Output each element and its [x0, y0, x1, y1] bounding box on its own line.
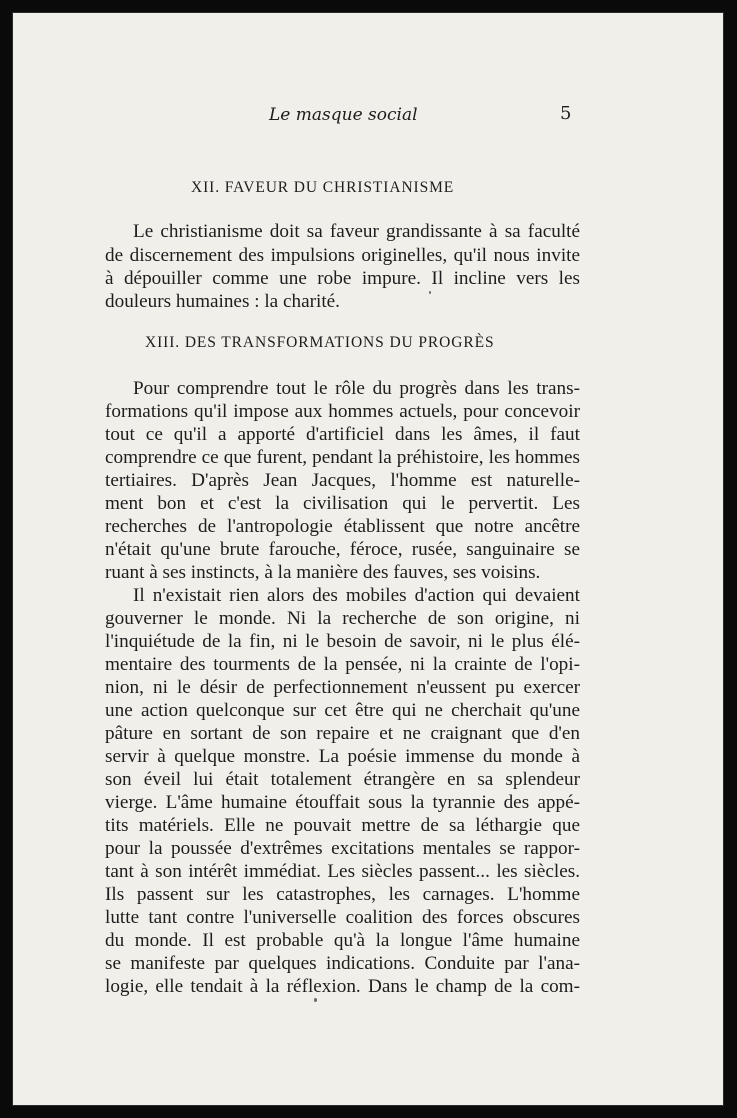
- paragraph-line: gouverner le monde. Ni la recherche de son origine, ni: [105, 608, 580, 629]
- paragraph-line: Pour comprendre tout le rôle du progrès dans les trans-: [133, 378, 580, 399]
- paragraph-line: Il n'existait rien alors des mobiles d'action qui devaient: [133, 585, 580, 606]
- paragraph-line: n'était qu'une brute farouche, féroce, rusée, sanguinaire se: [105, 539, 580, 560]
- paragraph-line: servir à quelque monstre. La poésie immense du monde à: [105, 746, 580, 767]
- paragraph-line: mentaire des tourments de la pensée, ni la crainte de l'opi-: [105, 654, 580, 675]
- paragraph-line: ruant à ses instincts, à la manière des fauves, ses voisins.: [105, 562, 541, 583]
- paragraph-line: vierge. L'âme humaine étouffait sous la tyrannie des appé-: [105, 792, 580, 813]
- paragraph-line: ment bon et c'est la civilisation qui le pervertit. Les: [105, 493, 580, 514]
- print-speck: [429, 291, 431, 294]
- paragraph-line: se manifeste par quelques indications. Conduite par l'ana-: [105, 953, 580, 974]
- paragraph-line: de discernement des impulsions originelles, qu'il nous invite: [105, 245, 580, 266]
- paragraph-line: l'inquiétude de la fin, ni le besoin de savoir, ni le plus élé-: [105, 631, 580, 652]
- paragraph-line: une action quelconque sur cet être qui ne cherchait qu'une: [105, 700, 580, 721]
- paragraph-line: Le christianisme doit sa faveur grandissante à sa faculté: [133, 221, 580, 242]
- paragraph-line: lutte tant contre l'universelle coalition des forces obscures: [105, 907, 580, 928]
- paragraph-line: tits matériels. Elle ne pouvait mettre de sa léthargie que: [105, 815, 580, 836]
- paragraph-line: tertiaires. D'après Jean Jacques, l'homme est naturelle-: [105, 470, 580, 491]
- paragraph-line: tout ce qu'il a apporté d'artificiel dans les âmes, il faut: [105, 424, 580, 445]
- paragraph-line: douleurs humaines : la charité.: [105, 291, 340, 312]
- paragraph-line: recherches de l'antropologie établissent que notre ancêtre: [105, 516, 580, 537]
- section-heading-xii: XII. FAVEUR DU CHRISTIANISME: [191, 179, 455, 196]
- paragraph-line: comprendre ce que furent, pendant la préhistoire, les hommes: [105, 447, 580, 468]
- paragraph-line: pâture en sortant de son repaire et ne craignant que d'en: [105, 723, 580, 744]
- paragraph-line: tant à son intérêt immédiat. Les siècles passent... les siècles.: [105, 861, 580, 882]
- paragraph-line: à dépouiller comme une robe impure. Il incline vers les: [105, 268, 580, 289]
- page-number: 5: [560, 103, 572, 124]
- print-speck: [314, 998, 317, 1002]
- paragraph-line: son éveil lui était totalement étrangère en sa splendeur: [105, 769, 580, 790]
- paragraph-line: logie, elle tendait à la réflexion. Dans le champ de la com-: [105, 976, 580, 997]
- paragraph-line: pour la poussée d'extrêmes excitations mentales se rappor-: [105, 838, 580, 859]
- paragraph-line: nion, ni le désir de perfectionnement n'eussent pu exercer: [105, 677, 580, 698]
- paragraph-line: formations qu'il impose aux hommes actuels, pour concevoir: [105, 401, 580, 422]
- section-heading-xiii: XIII. DES TRANSFORMATIONS DU PROGRÈS: [145, 334, 495, 351]
- paragraph-line: Ils passent sur les catastrophes, les carnages. L'homme: [105, 884, 580, 905]
- book-page: [12, 12, 724, 1106]
- running-header-title: Le masque social: [269, 105, 418, 125]
- paragraph-line: du monde. Il est probable qu'à la longue l'âme humaine: [105, 930, 580, 951]
